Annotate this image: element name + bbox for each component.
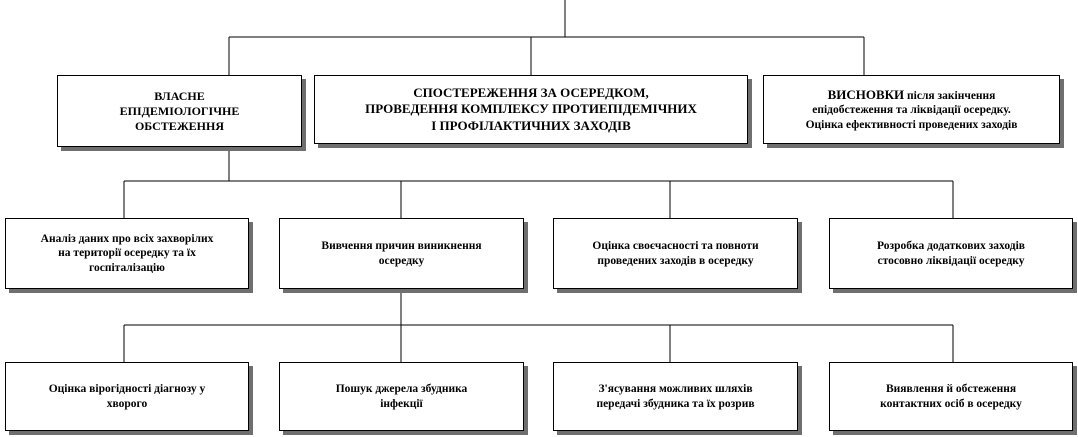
box-study-causes-text: Вивчення причин виникнення осередку: [321, 240, 482, 267]
box-contact-persons-text: Виявлення й обстеження контактних осіб в осередку: [880, 383, 1022, 410]
box-contact-persons: [829, 362, 1073, 431]
box-infection-source: [279, 362, 524, 431]
conclusions-heading: ВИСНОВКИ: [827, 86, 905, 102]
box-focus-observation: [314, 75, 748, 144]
box-study-causes: [279, 218, 524, 289]
box-analysis-sick: [5, 218, 249, 289]
box-diagnosis-reliability-text: Оцінка вірогідності діагнозу у хворого: [48, 383, 206, 410]
box-transmission-routes-text: З'ясування можливих шляхів передачі збудника та їх розрив: [596, 383, 755, 410]
box-additional-measures: [829, 218, 1073, 289]
box-timeliness-assessment-text: Оцінка своєчасності та повноти проведених заходів в осередку: [592, 240, 759, 267]
box-conclusions-text: [806, 87, 1018, 132]
box-conclusions: [763, 75, 1060, 144]
box-infection-source-text: Пошук джерела збудника інфекції: [335, 383, 468, 410]
box-own-epidemiological-survey: [57, 75, 302, 147]
conclusions-rest: після закінчення епідобстеження та ліквідації осередку. Оцінка ефективності проведених заходів: [805, 89, 1018, 131]
box-timeliness-assessment: [553, 218, 798, 289]
box-diagnosis-reliability: [5, 362, 249, 431]
box-focus-observation-text: СПОСТЕРЕЖЕННЯ ЗА ОСЕРЕДКОМ, ПРОВЕДЕННЯ КОМПЛЕКСУ ПРОТИЕПІДЕМІЧНИХ І ПРОФІЛАКТИЧНИХ ЗАХОДІВ: [365, 85, 697, 133]
box-additional-measures-text: Розробка додаткових заходів стосовно ліквідації осередку: [877, 240, 1025, 267]
box-transmission-routes: [553, 362, 798, 431]
box-own-epidemiological-survey-text: ВЛАСНЕ ЕПІДЕМІОЛОГІЧНЕ ОБСТЕЖЕННЯ: [119, 88, 240, 133]
box-analysis-sick-text: Аналіз даних про всіх захворілих на території осередку та їх госпіталізацію: [40, 232, 214, 274]
